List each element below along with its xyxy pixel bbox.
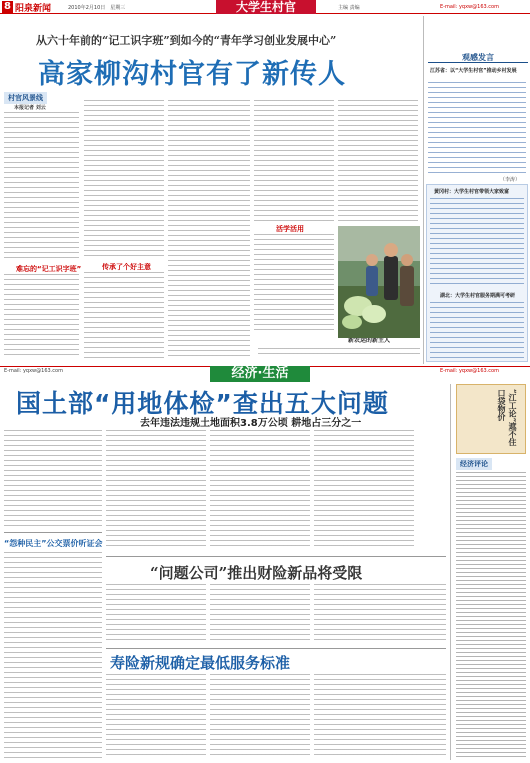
- sidebar-title-rule: [428, 62, 528, 63]
- footer-email-left: E-mail: yqxw@163.com: [4, 368, 63, 374]
- story1-text-col5: [338, 100, 418, 224]
- economy-side-divider: [450, 384, 451, 760]
- lower-left-headline: “怨种民主”公交票价听证会: [4, 539, 103, 548]
- story1-subhead-3: 活学活用: [276, 225, 304, 233]
- sidebar-author: （李涛）: [500, 177, 521, 183]
- sidebar-divider: [423, 16, 424, 364]
- issue-date: 2010年2月10日 星期三: [68, 5, 126, 11]
- story3-headline: 寿险新规确定最低服务标准: [110, 654, 291, 672]
- story1-text-col2b: [84, 272, 164, 358]
- sidebar-item-2-text: [430, 198, 524, 288]
- sidebar-item-1-title: 江苏省：以“大学生村官”推动乡村发展: [430, 68, 517, 74]
- economy-side-tag: 经济评论: [456, 458, 492, 470]
- photo-caption: [258, 338, 418, 344]
- sidebar-item-2-title: 黄冈村：大学生村官带领大家致富: [434, 189, 510, 195]
- section-economy: 经济·生活: [210, 366, 310, 382]
- section-title-top: 大学生村官: [216, 0, 316, 14]
- story1-text-col4a: [254, 100, 334, 224]
- economy-subhead: 去年违法违规土地面积3.8万公顷 耕地占三分之一: [140, 418, 362, 429]
- sidebar-item-3-title: 湖北：大学生村官服务期满可考研: [440, 293, 516, 299]
- story2-top-rule: [106, 556, 446, 557]
- story2-text-col1: [106, 584, 206, 644]
- brand-logo: 阳泉新闻: [15, 4, 52, 14]
- sidebar-item-3-text: [430, 302, 524, 358]
- story3-text-col1: [106, 674, 206, 758]
- header-email: E-mail: yqxw@163.com: [440, 4, 499, 10]
- photo-caption-title: 新农运的新主人: [348, 338, 391, 344]
- economy-side-banner: [456, 384, 526, 454]
- economy-side-text: [456, 472, 526, 758]
- economy-headline: 国土部“用地体检”查出五大问题: [16, 389, 389, 418]
- story1-byline: 本报记者 刘云: [14, 105, 46, 111]
- news-photo: [338, 226, 420, 338]
- economy-text-col2: [106, 430, 206, 550]
- economy-text-col4: [314, 430, 414, 550]
- story1-text-col1a: [4, 112, 79, 262]
- story1-text-col3: [168, 100, 250, 358]
- photo-illustration: [338, 226, 420, 338]
- lower-left-text: [4, 552, 102, 758]
- story1-headline: 高家柳沟村官有了新传人: [38, 59, 346, 90]
- story1-text-col4b: [254, 234, 334, 334]
- editor-info: 主编 责编: [338, 5, 360, 11]
- story3-text-col3: [314, 674, 446, 758]
- story2-headline: “问题公司”推出财险新品将受限: [150, 564, 363, 582]
- story3-text-col2: [210, 674, 310, 758]
- sidebar-title: 观感发言: [462, 53, 494, 62]
- story3-top-rule: [106, 648, 446, 649]
- lower-left-rule: [4, 532, 102, 533]
- story1-subtitle: 从六十年前的“记工识字班”到如今的“青年学习创业发展中心”: [36, 34, 337, 47]
- page-number: 8: [2, 1, 13, 13]
- story1-text-col2a: [84, 100, 164, 260]
- story1-text-col1b: [4, 274, 79, 358]
- column-tag: 村官风景线: [4, 92, 47, 104]
- footer-email-right: E-mail: yqxw@163.com: [440, 368, 499, 374]
- story2-text-col3: [314, 584, 446, 644]
- story2-text-col2: [210, 584, 310, 644]
- page-header: [0, 0, 530, 14]
- economy-text-col3: [210, 430, 310, 550]
- sidebar-item-1-text: [428, 82, 526, 174]
- economy-side-vertical: “江工论”遮不住口袋物价: [497, 389, 518, 447]
- economy-text-col1: [4, 430, 102, 526]
- story1-subhead-1: 难忘的“记工识字班”: [16, 265, 82, 273]
- story1-subhead-2: 传承了个好主意: [102, 263, 151, 271]
- photo-caption-text: [258, 348, 420, 358]
